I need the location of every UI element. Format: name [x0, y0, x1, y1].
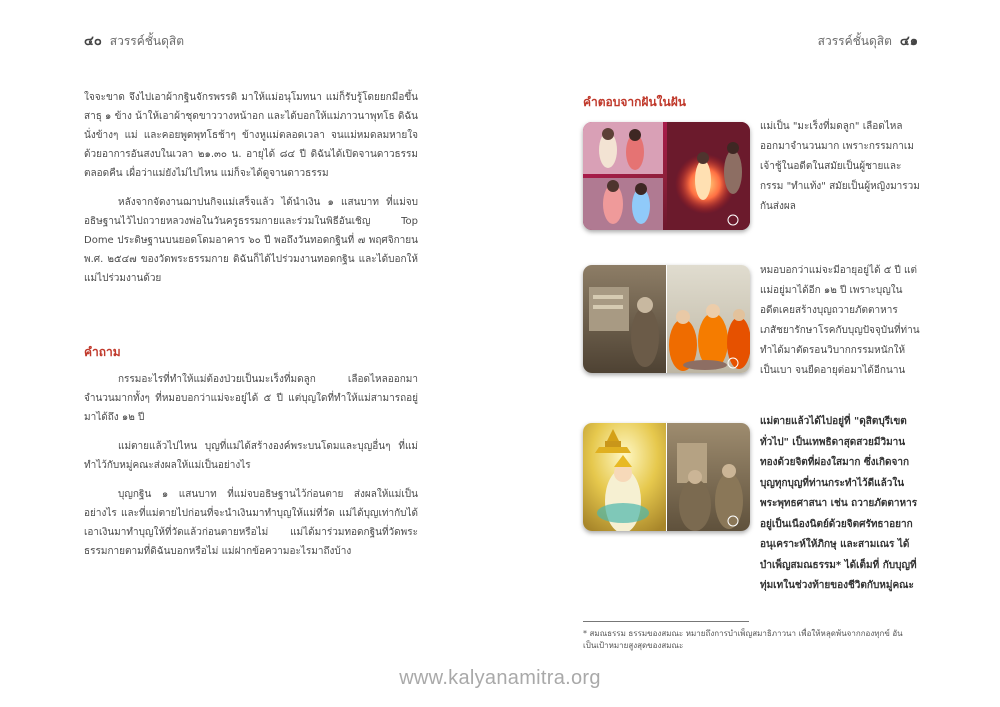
left-running-title: สวรรค์ชั้นดุสิต — [109, 34, 185, 48]
footnote-divider — [583, 621, 749, 622]
illustration-celestial-maiden — [583, 423, 750, 531]
illustration-karma-scene — [583, 122, 750, 230]
question-2: แม่ตายแล้วไปไหน บุญที่แม่ได้สร้างองค์พระบนโดมและบุญอื่นๆ ที่แม่ทำไว้กับหมู่คณะส่งผลให้แม่เป็นอย่างไร — [84, 441, 418, 471]
footnote: * สมณธรรม ธรรมของสมณะ หมายถึงการบำเพ็ญสมาธิภาวนา เพื่อให้หลุดพ้นจากกองทุกข์ อันเป็นเป้าหมายสูงสุดของสมณะ — [583, 629, 903, 650]
left-page-header — [84, 30, 184, 51]
right-page-number: ๔๑ — [899, 34, 918, 49]
story-text-3: แม่ตายแล้วได้ไปอยู่ที่ "ดุสิตบุรีเขตทั่วไป" เป็นเทพธิดาสุดสวยมีวิมานทองด้วยจิตที่ผ่องใสมาก ซึ่งเกิดจากบุญทุกบุญที่ท่านกระทำไว้ดีแล้วในพระพุทธศาสนา เช่น ถวายภัตตาหารอยู่เป็นเนืองนิตย์ด้วยจิตศรัทธาอยากอนุเคราะห์ให้ภิกษุ และสามเณร ได้บำเพ็ญสมณธรรม* ได้เต็มที่ กับบุญที่ทุ่มเทในช่วงท้ายของชีวิตกับหมู่คณะ — [760, 416, 918, 591]
left-column — [84, 88, 418, 561]
answer-heading: คำตอบจากฝันในฝัน — [583, 95, 686, 109]
intro-paragraph-2: หลังจากจัดงานฌาปนกิจแม่เสร็จแล้ว ได้นำเงิน ๑ แสนบาท ที่แม่จบอธิษฐานไว้ไปถวายหลวงพ่อในวันครูธรรมกายและร่วมในพิธีอันเชิญ Top Dome ประดิษฐานบนยอดโดมอาคาร ๖๐ ปี พอถึงวันทอดกฐินที่ ๗ พฤศจิกายน พ.ศ. ๒๕๔๗ ของวัดพระธรรมกาย ดิฉันก็ได้ไปร่วมงานทอดกฐิน และได้บอกให้แม่ไปร่วมงานด้วย — [84, 197, 418, 284]
question-3: บุญกฐิน ๑ แสนบาท ที่แม่จบอธิษฐานไว้ก่อนตาย ส่งผลให้แม่เป็นอย่างไร และที่แม่ตายไปก่อนที่จะนำเงินมาทำบุญให้แม่ที่วัด แม่ได้บุญเท่ากับได้เอาเงินมาทำบุญให้ที่วัดแล้วก่อนตายหรือไม่ แม่ได้มาร่วมทอดกฐินที่วัดพระธรรมกายตามที่ดิฉันบอกหรือไม่ แม่ฝากข้อความอะไรมาถึงบ้าง — [84, 489, 418, 557]
question-1: กรรมอะไรที่ทำให้แม่ต้องป่วยเป็นมะเร็งที่มดลูก เลือดไหลออกมาจำนวนมากทั้งๆ ที่หมอบอกว่าแม่จะอยู่ได้ ๕ ปี แต่บุญใดที่ทำให้แม่สามารถอยู่มาได้ถึง ๑๒ ปี — [84, 374, 418, 423]
right-page-header — [818, 30, 918, 51]
intro-paragraph-1: ใจจะขาด จึงไปเอาผ้ากฐินจักรพรรดิ มาให้แม่อนุโมทนา แม่ก็รับรู้โดยยกมือขึ้นสาธุ ๑ ข้าง น้าให้เอาผ้าชุดขาววางหน้าอก และได้บอกให้แม่ภาวนาพุทโธ ดิฉันนั่งข้างๆ แม่ และคอยพูดพุทโธช้าๆ ข้างหูแม่ตลอดเวลา จนแม่หมดลมหายใจด้วยอาการอันสงบในเวลา ๒๑.๓๐ น. อายุได้ ๘๔ ปี ดิฉันได้เปิดจานดาวธรรมตลอดคืน เผื่อว่าแม่ยังไม่ไปไหน แม่ก็จะได้ดูจานดาวธรรม — [84, 92, 418, 179]
watermark-url: www.kalyanamitra.org — [399, 667, 601, 689]
right-running-title: สวรรค์ชั้นดุสิต — [817, 34, 892, 48]
story-text-1: แม่เป็น "มะเร็งที่มดลูก" เลือดไหลออกมาจำนวนมาก เพราะกรรมกาเมเจ้าชู้ในอดีตในสมัยเป็นผู้ชายและกรรม "ทำแท้ง" สมัยเป็นผู้หญิงมารวมกันส่งผล — [760, 121, 920, 212]
left-page-number: ๔๐ — [84, 34, 102, 49]
illustration-alms-offering — [583, 265, 750, 373]
question-heading: คำถาม — [84, 345, 121, 359]
story-text-2: หมอบอกว่าแม่จะมีอายุอยู่ได้ ๕ ปี แต่แม่อยู่มาได้อีก ๑๒ ปี เพราะบุญในอดีตเคยสร้างบุญถวายภัตตาหาร เภสัชยารักษาโรคกับบุญปัจจุบันที่ท่านทำได้มาตัดรอนวิบากกรรมหนักให้เป็นเบา จนยืดอายุต่อมาได้อีกนาน — [760, 265, 920, 376]
